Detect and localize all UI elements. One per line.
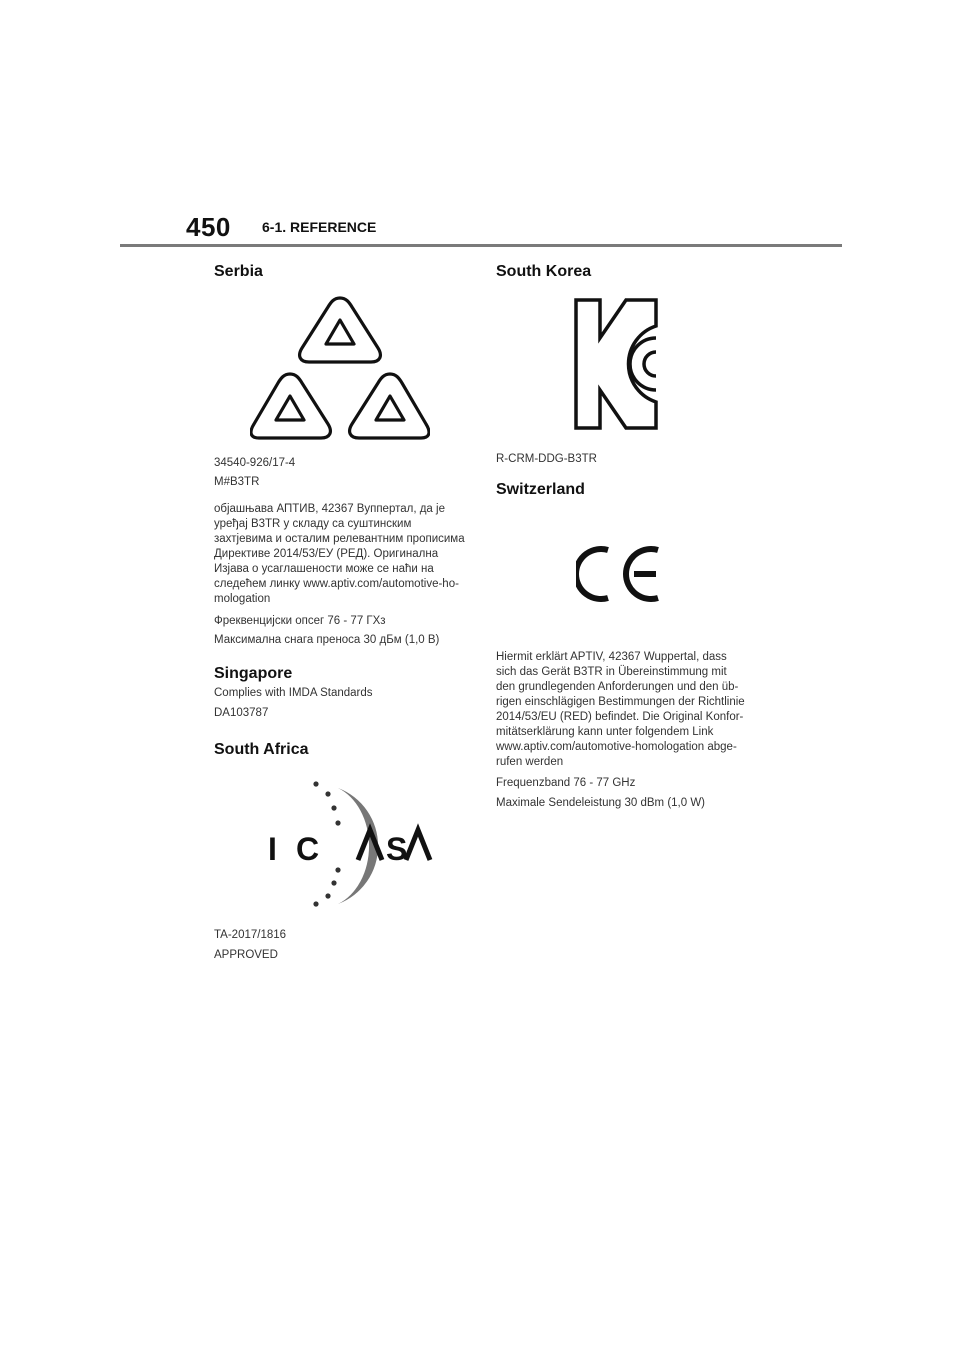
serbia-text-line: објашњава АПТИВ, 42367 Вуппертал, да је	[214, 503, 445, 515]
switzerland-text-line: 2014/53/EU (RED) befindet. Die Original Konfor-	[496, 711, 744, 723]
south-africa-heading: South Africa	[214, 741, 309, 758]
icasa-logo-icon	[268, 776, 434, 910]
serbia-text-line: уређај B3TR у складу са суштинским	[214, 518, 412, 530]
serbia-power: Максимална снага преноса 30 дБм (1,0 В)	[214, 634, 440, 646]
switzerland-declaration	[496, 650, 758, 770]
serbia-code-1: 34540-926/17-4	[214, 457, 296, 469]
svg-text:S: S	[386, 831, 408, 867]
switzerland-text-line: den grundlegenden Anforderungen und den üb-	[496, 681, 739, 693]
south-korea-heading: South Korea	[496, 263, 592, 280]
serbia-text-line: mologation	[214, 593, 271, 605]
kc-mark-icon	[574, 298, 664, 430]
south-africa-status: APPROVED	[214, 949, 278, 961]
ce-mark-icon	[576, 544, 666, 604]
switzerland-text-line: www.aptiv.com/automotive-homologation abge-	[496, 741, 737, 753]
switzerland-text-line: Hiermit erklärt APTIV, 42367 Wuppertal, dass	[496, 651, 727, 663]
switzerland-text-line: rigen einschlägigen Bestimmungen der Richtlinie	[496, 696, 745, 708]
singapore-heading: Singapore	[214, 665, 293, 682]
header-rule	[120, 244, 842, 247]
serbia-text-line: Изјава о усаглашености може се наћи на	[214, 563, 434, 575]
south-africa-code: TA-2017/1816	[214, 929, 287, 941]
south-korea-code: R-CRM-DDG-B3TR	[496, 453, 597, 465]
section-title: 6-1. REFERENCE	[262, 219, 377, 235]
switzerland-heading: Switzerland	[496, 481, 585, 498]
switzerland-text-line: rufen werden	[496, 756, 564, 768]
serbia-declaration	[214, 502, 470, 607]
serbia-triangle-mark-icon	[250, 294, 430, 440]
serbia-frequency: Фреквенцијски опсег 76 - 77 ГХз	[214, 615, 386, 627]
svg-text:I: I	[268, 831, 277, 867]
svg-text:C: C	[296, 831, 320, 867]
serbia-text-line: Директиве 2014/53/ЕУ (РЕД). Оригинална	[214, 548, 439, 560]
serbia-text-line: захтјевима и осталим релевантним прописима	[214, 533, 465, 545]
switzerland-frequency: Frequenzband 76 - 77 GHz	[496, 777, 636, 789]
serbia-text-line: следећем линку www.aptiv.com/automotive-ho-	[214, 578, 459, 590]
singapore-code: DA103787	[214, 707, 269, 719]
serbia-heading: Serbia	[214, 263, 263, 280]
serbia-code-2: M#B3TR	[214, 476, 260, 488]
singapore-standards: Complies with IMDA Standards	[214, 687, 373, 699]
switzerland-power: Maximale Sendeleistung 30 dBm (1,0 W)	[496, 797, 706, 809]
switzerland-text-line: mitätserklärung kann unter folgendem Link	[496, 726, 714, 738]
switzerland-text-line: sich das Gerät B3TR in Übereinstimmung mit	[496, 666, 727, 678]
page-number: 450	[186, 212, 231, 242]
